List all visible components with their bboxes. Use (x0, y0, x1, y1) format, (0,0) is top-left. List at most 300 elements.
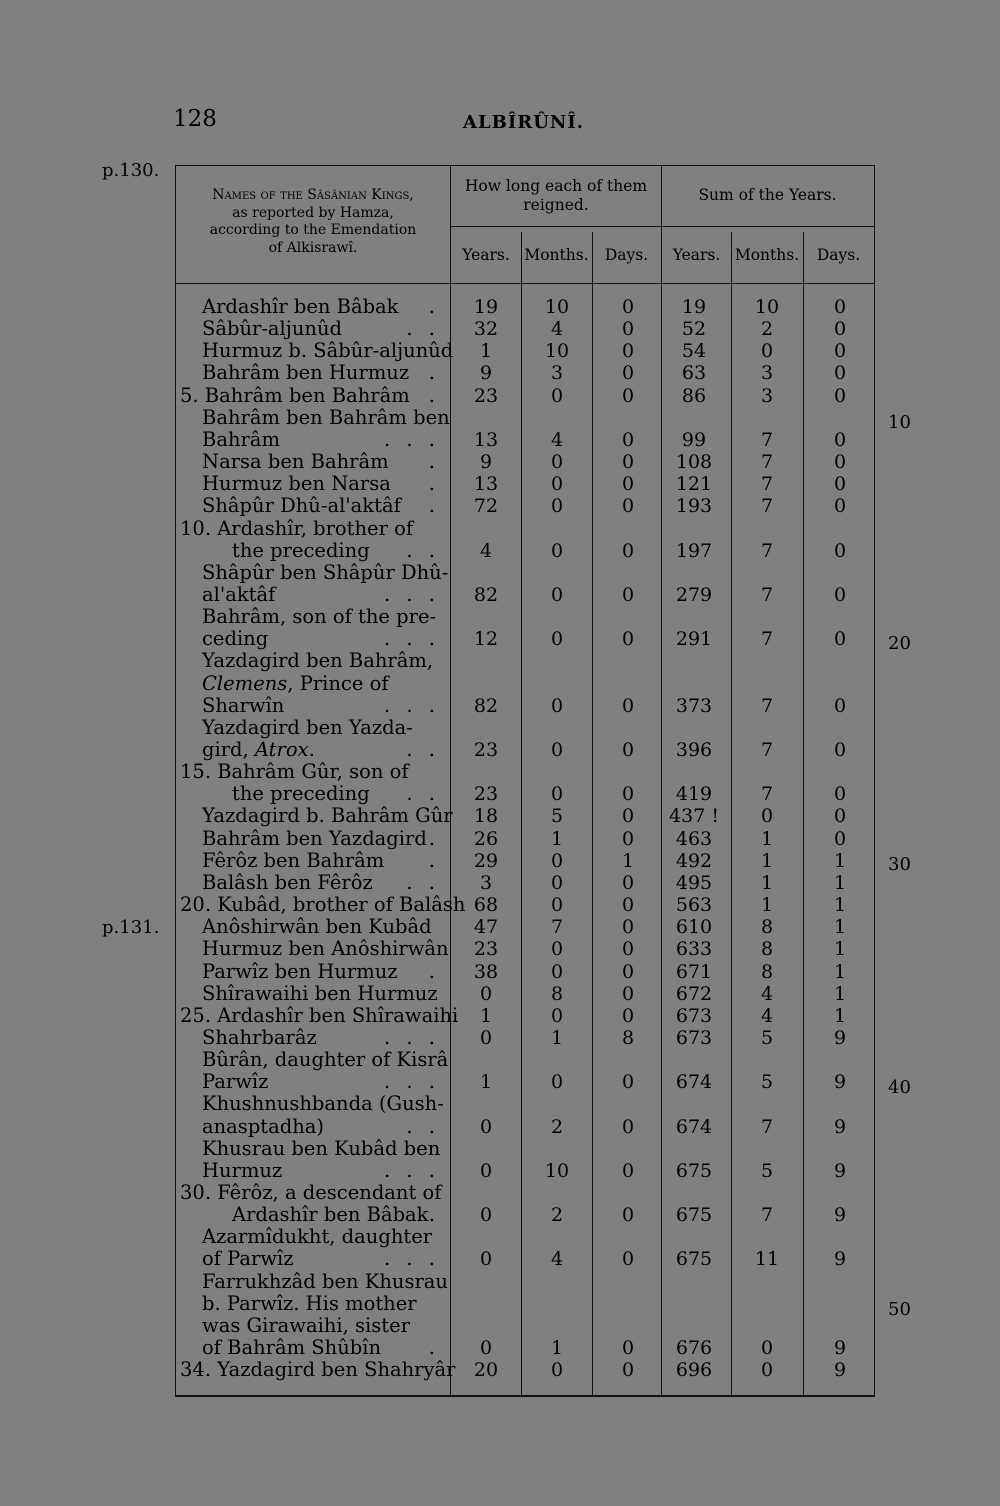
cell-sm: 4 (760, 1004, 774, 1027)
leader-dots: . . (406, 870, 440, 894)
cell-sm: 5 (760, 1071, 774, 1094)
cell-sd: 9 (833, 1071, 847, 1094)
king-name-line: Yazdagird b. Bahrâm Gûr (202, 804, 453, 828)
cell-sy: 633 (675, 938, 713, 961)
cell-d: 0 (621, 362, 635, 385)
cell-d: 0 (621, 982, 635, 1005)
cell-sd: 0 (833, 583, 847, 606)
leader-dots: . (428, 295, 440, 318)
king-name (180, 1003, 459, 1027)
king-name-line: of Bahrâm Shûbîn . (202, 1336, 440, 1360)
cell-y: 9 (479, 451, 493, 474)
margin-page-ref: p.131. (102, 917, 160, 938)
cell-sd: 1 (833, 960, 847, 983)
cell-y: 0 (479, 1337, 493, 1360)
cell-m: 8 (550, 982, 564, 1005)
cell-sy: 52 (681, 318, 707, 341)
margin-line-number: 50 (888, 1299, 911, 1320)
sum-days-header: Days. (816, 246, 861, 264)
king-name-line: b. Parwîz. His mother (202, 1291, 417, 1315)
cell-sd: 0 (833, 362, 847, 385)
king-name (180, 850, 442, 872)
table-left-rule (175, 165, 176, 1396)
cell-sd: 1 (833, 1004, 847, 1027)
cell-m: 4 (550, 318, 564, 341)
king-name-line: Shâpûr ben Shâpûr Dhû- (202, 560, 449, 584)
cell-sy: 674 (675, 1115, 713, 1138)
king-name-line: 15. Bahrâm Gûr, son of (180, 760, 409, 784)
cell-d: 0 (621, 1071, 635, 1094)
cell-y: 0 (479, 1115, 493, 1138)
king-name-line: Sâbûr-aljunûd . . (202, 317, 440, 341)
cell-d: 1 (621, 849, 635, 872)
cell-d: 0 (621, 739, 635, 761)
cell-sm: 0 (760, 340, 774, 363)
king-name (180, 916, 442, 938)
cell-sd: 9 (833, 1159, 847, 1182)
king-name-line: Shahrbarâz . . . (202, 1025, 440, 1049)
cell-sy: 463 (675, 827, 713, 850)
cell-sy: 419 (675, 783, 713, 806)
leader-dots: . . . (384, 1247, 440, 1271)
king-name-line: Yazdagird ben Bahrâm, (202, 649, 434, 673)
cell-sm: 4 (760, 982, 774, 1005)
margin-page-ref: p.130. (102, 160, 160, 181)
cell-d: 0 (621, 384, 635, 407)
cell-y: 18 (473, 805, 499, 828)
cell-d: 0 (621, 296, 635, 318)
cell-sm: 7 (760, 451, 774, 474)
king-name-line: of Parwîz . . . (202, 1247, 440, 1271)
cell-m: 5 (550, 805, 564, 828)
cell-sd: 0 (833, 783, 847, 806)
cell-y: 29 (473, 849, 499, 872)
cell-m: 10 (544, 340, 570, 363)
cell-sm: 7 (760, 783, 774, 806)
leader-dots: . . . (384, 582, 440, 606)
cell-y: 38 (473, 960, 499, 983)
cell-y: 0 (479, 1159, 493, 1182)
cell-d: 0 (621, 428, 635, 451)
cell-y: 3 (479, 871, 493, 894)
cell-sm: 1 (760, 871, 774, 894)
cell-d: 0 (621, 495, 635, 518)
king-name (180, 473, 442, 495)
cell-sy: 674 (675, 1071, 713, 1094)
king-name-line: Fêrôz ben Bahrâm . (202, 848, 440, 872)
margin-line-number: 20 (888, 633, 911, 654)
king-name-line: Hurmuz ben Anôshirwân (202, 937, 449, 961)
leader-dots: . (428, 826, 440, 850)
king-name-line: gird, Atrox. . . (202, 738, 440, 762)
king-name-line: Yazdagird ben Yazda- (202, 715, 413, 739)
cell-sy: 291 (675, 628, 713, 651)
king-name (180, 339, 454, 363)
cell-sd: 0 (833, 539, 847, 562)
cell-sy: 673 (675, 1004, 713, 1027)
leader-dots: . (428, 959, 440, 983)
names-column-header (180, 187, 446, 257)
cell-y: 9 (479, 362, 493, 385)
cell-sy: 108 (675, 451, 713, 474)
header-group-rule (450, 226, 874, 227)
cell-m: 3 (550, 362, 564, 385)
king-name-line: 20. Kubâd, brother of Balâsh (180, 893, 466, 917)
cell-sy: 495 (675, 871, 713, 894)
leader-dots: . (428, 1336, 440, 1360)
cell-m: 0 (550, 783, 564, 806)
cell-m: 0 (550, 539, 564, 562)
cell-sd: 0 (833, 296, 847, 318)
names-header-line: Names of the Sâsânian Kings, (212, 187, 414, 203)
king-name (180, 385, 442, 407)
cell-sy: 675 (675, 1159, 713, 1182)
leader-dots: . . (406, 538, 440, 562)
king-name-line: Bahrâm ben Yazdagird . (202, 826, 440, 850)
cell-y: 0 (479, 982, 493, 1005)
cell-sd: 0 (833, 384, 847, 407)
cell-sy: 672 (675, 982, 713, 1005)
cell-sm: 7 (760, 739, 774, 761)
cell-m: 10 (544, 1159, 570, 1182)
king-name-line: Anôshirwân ben Kubâd (202, 915, 432, 939)
cell-sd: 9 (833, 1026, 847, 1049)
cell-y: 1 (479, 340, 493, 363)
cell-d: 0 (621, 1359, 635, 1382)
cell-m: 0 (550, 1359, 564, 1382)
king-name (180, 1048, 449, 1094)
cell-sd: 0 (833, 340, 847, 363)
cell-sm: 1 (760, 849, 774, 872)
cell-y: 47 (473, 916, 499, 939)
cell-sm: 1 (760, 827, 774, 850)
king-name-line: Ardashîr ben Bâbak . (232, 1203, 440, 1227)
king-name (180, 362, 442, 384)
cell-y: 0 (479, 1026, 493, 1049)
king-name-line: 30. Fêrôz, a descendant of (180, 1181, 442, 1204)
king-name (180, 1226, 442, 1270)
cell-m: 4 (550, 428, 564, 451)
cell-sm: 8 (760, 916, 774, 939)
cell-sy: 396 (675, 739, 713, 761)
cell-sm: 10 (754, 296, 780, 318)
cell-y: 13 (473, 473, 499, 496)
cell-m: 0 (550, 849, 564, 872)
cell-y: 32 (473, 318, 499, 341)
king-name (180, 717, 442, 761)
margin-line-number: 40 (888, 1077, 911, 1098)
king-name-line: Narsa ben Bahrâm . (202, 450, 440, 474)
cell-d: 0 (621, 1159, 635, 1182)
cell-sd: 1 (833, 938, 847, 961)
king-name-line: Bûrân, daughter of Kisrâ (202, 1048, 449, 1072)
king-name-line: Hurmuz . . . (202, 1158, 440, 1182)
cell-sy: 193 (675, 495, 713, 518)
king-name (180, 606, 442, 650)
cell-y: 72 (473, 495, 499, 518)
cell-sd: 0 (833, 473, 847, 496)
king-name (180, 761, 442, 805)
leader-dots: . . (406, 738, 440, 762)
cell-sy: 86 (681, 384, 707, 407)
cell-sm: 7 (760, 539, 774, 562)
cell-sm: 0 (760, 1359, 774, 1382)
king-name-line: al'aktâf . . . (202, 582, 440, 606)
cell-sd: 0 (833, 739, 847, 761)
table-top-rule (175, 165, 875, 166)
king-name-line: Clemens, Prince of (202, 671, 389, 695)
cell-d: 0 (621, 1337, 635, 1360)
cell-sm: 7 (760, 473, 774, 496)
king-name-line: Khusrau ben Kubâd ben (202, 1136, 441, 1160)
king-name-line: Parwîz . . . (202, 1070, 440, 1094)
cell-sd: 0 (833, 495, 847, 518)
cell-y: 82 (473, 583, 499, 606)
leader-dots: . (428, 494, 440, 518)
king-name (180, 1027, 442, 1049)
cell-sy: 437 ! (669, 805, 719, 828)
leader-dots: . (428, 383, 440, 407)
king-name (180, 1093, 442, 1137)
months-header: Months. (524, 246, 589, 264)
cell-sd: 1 (833, 982, 847, 1005)
cell-sy: 197 (675, 539, 713, 562)
king-name (180, 983, 442, 1005)
cell-sy: 675 (675, 1204, 713, 1227)
cell-y: 0 (479, 1248, 493, 1271)
king-name (180, 518, 442, 562)
sum-months-header: Months. (734, 246, 800, 264)
king-name (180, 495, 442, 517)
cell-d: 0 (621, 894, 635, 917)
cell-sm: 7 (760, 1204, 774, 1227)
names-header-line: of Alkisrawî. (268, 239, 358, 256)
cell-m: 2 (550, 1115, 564, 1138)
cell-y: 82 (473, 694, 499, 717)
leader-dots: . (428, 472, 440, 496)
years-header: Years. (462, 246, 510, 264)
cell-m: 2 (550, 1204, 564, 1227)
cell-d: 0 (621, 805, 635, 828)
king-name (180, 872, 442, 894)
sum-group-header: Sum of the Years. (698, 186, 837, 204)
cell-d: 0 (621, 960, 635, 983)
cell-sd: 9 (833, 1359, 847, 1382)
leader-dots: . . . (384, 693, 440, 717)
king-name-line: Shâpûr Dhû-al'aktâf . (202, 494, 440, 518)
cell-sy: 676 (675, 1337, 713, 1360)
cell-sd: 1 (833, 849, 847, 872)
cell-sm: 8 (760, 960, 774, 983)
cell-sm: 7 (760, 694, 774, 717)
cell-y: 1 (479, 1071, 493, 1094)
cell-d: 0 (621, 871, 635, 894)
leader-dots: . . . (384, 627, 440, 651)
cell-sd: 0 (833, 827, 847, 850)
cell-d: 0 (621, 340, 635, 363)
cell-m: 0 (550, 739, 564, 761)
king-name (180, 1358, 456, 1382)
leader-dots: . . (406, 1114, 440, 1138)
names-header-line: according to the Emendation (209, 222, 417, 238)
king-name-line: Bahrâm . . . (202, 427, 440, 451)
column-rule (803, 232, 804, 1396)
cell-sm: 11 (754, 1248, 780, 1271)
cell-y: 68 (473, 894, 499, 917)
cell-sm: 5 (760, 1159, 774, 1182)
cell-m: 0 (550, 894, 564, 917)
cell-y: 4 (479, 539, 493, 562)
cell-d: 0 (621, 827, 635, 850)
cell-sm: 1 (760, 894, 774, 917)
king-name-line: Bahrâm ben Bahrâm ben (202, 405, 450, 429)
cell-d: 8 (621, 1026, 635, 1049)
cell-d: 0 (621, 473, 635, 496)
cell-sy: 673 (675, 1026, 713, 1049)
cell-y: 23 (473, 783, 499, 806)
names-header-line: as reported by Hamza, (232, 204, 394, 221)
king-name-line: Sharwîn . . . (202, 693, 440, 717)
cell-sy: 19 (681, 296, 707, 318)
cell-d: 0 (621, 451, 635, 474)
leader-dots: . (428, 450, 440, 474)
king-name-line: Shîrawaihi ben Hurmuz (202, 981, 438, 1005)
leader-dots: . . (406, 317, 440, 341)
table-right-rule (874, 165, 875, 1396)
cell-d: 0 (621, 1115, 635, 1138)
cell-sd: 1 (833, 894, 847, 917)
king-name-line: the preceding . . (232, 782, 440, 806)
king-name (180, 893, 466, 917)
king-name-line: Hurmuz b. Sâbûr-aljunûd (202, 339, 454, 363)
cell-m: 0 (550, 451, 564, 474)
cell-d: 0 (621, 539, 635, 562)
cell-d: 0 (621, 938, 635, 961)
cell-sy: 696 (675, 1359, 713, 1382)
king-name-line: Ardashîr ben Bâbak . (202, 295, 440, 318)
cell-m: 0 (550, 1004, 564, 1027)
king-name-line: Bahrâm ben Hurmuz . (202, 361, 440, 385)
column-rule (592, 232, 593, 1396)
king-name-line: Khushnushbanda (Gush- (202, 1092, 444, 1116)
cell-sm: 7 (760, 583, 774, 606)
cell-m: 1 (550, 1026, 564, 1049)
cell-sm: 7 (760, 1115, 774, 1138)
king-name-line: Parwîz ben Hurmuz . (202, 959, 440, 983)
cell-d: 0 (621, 1248, 635, 1271)
cell-m: 0 (550, 960, 564, 983)
cell-sy: 279 (675, 583, 713, 606)
cell-d: 0 (621, 583, 635, 606)
cell-m: 0 (550, 871, 564, 894)
cell-y: 19 (473, 296, 499, 318)
king-name-line: the preceding . . (232, 538, 440, 562)
running-head: ALBÎRÛNÎ. (463, 112, 585, 133)
cell-m: 0 (550, 583, 564, 606)
days-header: Days. (604, 246, 649, 264)
king-name-line: Farrukhzâd ben Khusrau (202, 1269, 448, 1293)
cell-sm: 7 (760, 428, 774, 451)
cell-d: 0 (621, 1004, 635, 1027)
king-name (180, 937, 449, 961)
king-name (180, 961, 442, 983)
cell-sd: 1 (833, 916, 847, 939)
cell-sd: 9 (833, 1248, 847, 1271)
cell-sy: 563 (675, 894, 713, 917)
cell-sy: 373 (675, 694, 713, 717)
king-name-line: Azarmîdukht, daughter (202, 1225, 433, 1249)
king-name (180, 828, 442, 850)
king-name-line: Bahrâm, son of the pre- (202, 605, 437, 629)
cell-sm: 7 (760, 495, 774, 518)
cell-sd: 0 (833, 805, 847, 828)
cell-sy: 671 (675, 960, 713, 983)
cell-sy: 121 (675, 473, 713, 496)
king-name (180, 1182, 442, 1226)
cell-m: 0 (550, 495, 564, 518)
king-name-line: Hurmuz ben Narsa . (202, 472, 440, 496)
margin-line-number: 30 (888, 854, 911, 875)
leader-dots: . (428, 1203, 440, 1227)
cell-m: 10 (544, 296, 570, 318)
cell-sy: 54 (681, 340, 707, 363)
cell-m: 0 (550, 628, 564, 651)
cell-sm: 8 (760, 938, 774, 961)
leader-dots: . . (406, 782, 440, 806)
cell-y: 13 (473, 428, 499, 451)
cell-y: 23 (473, 938, 499, 961)
cell-y: 26 (473, 827, 499, 850)
king-name-line: 10. Ardashîr, brother of (180, 516, 414, 540)
cell-d: 0 (621, 783, 635, 806)
king-name (180, 804, 453, 828)
king-name-line: 34. Yazdagird ben Shahryâr (180, 1358, 456, 1382)
cell-m: 0 (550, 384, 564, 407)
cell-m: 0 (550, 938, 564, 961)
leader-dots: . . . (384, 1025, 440, 1049)
column-rule (521, 232, 522, 1396)
cell-sd: 9 (833, 1337, 847, 1360)
cell-sd: 9 (833, 1115, 847, 1138)
cell-m: 1 (550, 827, 564, 850)
cell-d: 0 (621, 694, 635, 717)
cell-y: 23 (473, 739, 499, 761)
cell-sd: 9 (833, 1204, 847, 1227)
king-name-line: was Girawaihi, sister (202, 1313, 410, 1337)
leader-dots: . . . (384, 1158, 440, 1182)
cell-d: 0 (621, 318, 635, 341)
cell-y: 12 (473, 628, 499, 651)
cell-m: 1 (550, 1337, 564, 1360)
cell-sm: 2 (760, 318, 774, 341)
cell-y: 1 (479, 1004, 493, 1027)
cell-y: 20 (473, 1359, 499, 1382)
cell-d: 0 (621, 1204, 635, 1227)
cell-y: 23 (473, 384, 499, 407)
reign-group-header: How long each of them reigned. (464, 177, 648, 214)
cell-sd: 0 (833, 628, 847, 651)
king-name-line: Balâsh ben Fêrôz . . (202, 870, 440, 894)
column-rule (731, 232, 732, 1396)
cell-m: 4 (550, 1248, 564, 1271)
leader-dots: . (428, 848, 440, 872)
cell-m: 7 (550, 916, 564, 939)
king-name (180, 405, 450, 451)
king-name (180, 1269, 448, 1360)
cell-sy: 63 (681, 362, 707, 385)
cell-sy: 675 (675, 1248, 713, 1271)
king-name (180, 650, 442, 717)
